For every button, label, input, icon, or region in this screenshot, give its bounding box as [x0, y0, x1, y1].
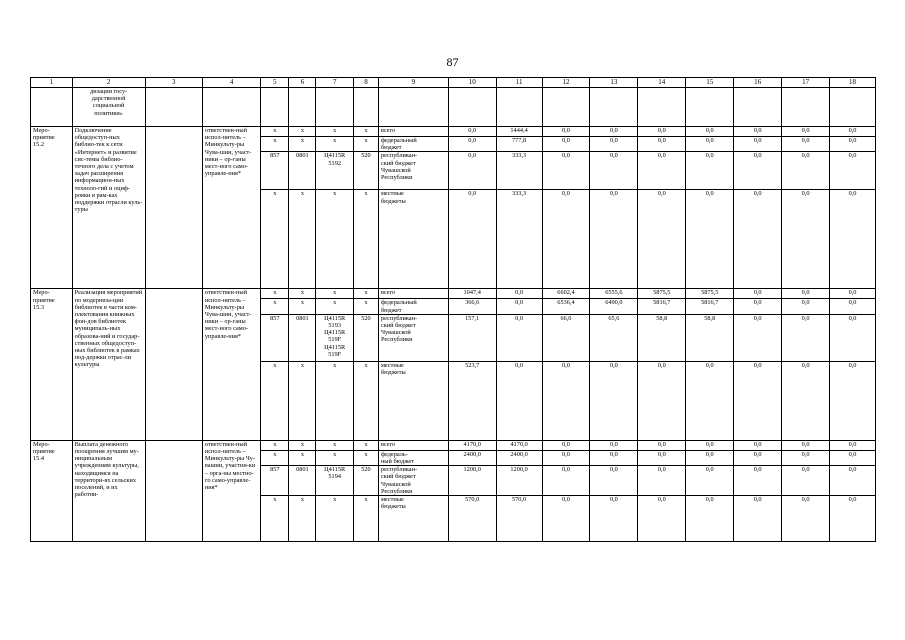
column-header: 17 [782, 78, 830, 88]
gov-code: x [261, 361, 289, 440]
amount-value: 0,0 [686, 440, 734, 450]
expense-type-code: x [353, 127, 378, 137]
section-code: 0801 [289, 314, 316, 361]
amount-value: 0,0 [782, 361, 830, 440]
responsible-party: ответствен-ный испол-нитель – Минкульту-ры Чува-шии, участ-ники – ор-ганы мест-ного само-управле-ния* [202, 127, 260, 289]
gov-code: 857 [261, 314, 289, 361]
gov-code: 857 [261, 466, 289, 496]
amount-value: 0,0 [830, 190, 876, 289]
amount-value: 333,3 [496, 152, 542, 190]
funding-source: федеральный бюджет [378, 137, 448, 152]
gov-code: x [261, 440, 289, 450]
amount-value: 0,0 [686, 466, 734, 496]
column-header: 13 [590, 78, 638, 88]
amount-value: 0,0 [542, 127, 590, 137]
gov-code: x [261, 496, 289, 542]
amount-value: 5816,7 [638, 299, 686, 314]
funding-source: федеральный бюджет [378, 299, 448, 314]
table-row [31, 440, 876, 450]
column-header: 3 [145, 78, 202, 88]
column-header: 1 [31, 78, 73, 88]
column-header: 2 [72, 78, 145, 88]
target-article-code: x [316, 289, 354, 299]
amount-value: 157,1 [448, 314, 496, 361]
empty-cell [145, 127, 202, 289]
amount-value: 0,0 [782, 314, 830, 361]
amount-value: 1200,0 [448, 466, 496, 496]
target-article-code: x [316, 440, 354, 450]
amount-value: 777,8 [496, 137, 542, 152]
amount-value: 0,0 [542, 361, 590, 440]
amount-value: 0,0 [496, 314, 542, 361]
amount-value: 0,0 [686, 496, 734, 542]
section-code: 0801 [289, 466, 316, 496]
amount-value: 0,0 [782, 152, 830, 190]
amount-value: 0,0 [686, 450, 734, 465]
amount-value: 0,0 [638, 450, 686, 465]
target-article-code: Ц4115R 5193 Ц4115R 519F Ц4115R 519F [316, 314, 354, 361]
amount-value: 0,0 [638, 152, 686, 190]
gov-code: x [261, 137, 289, 152]
amount-value: 0,0 [734, 190, 782, 289]
amount-value: 6555,6 [590, 289, 638, 299]
amount-value: 0,0 [638, 190, 686, 289]
amount-value: 0,0 [782, 450, 830, 465]
amount-value: 0,0 [590, 137, 638, 152]
expense-type-code: x [353, 361, 378, 440]
column-header: 12 [542, 78, 590, 88]
amount-value: 0,0 [734, 289, 782, 299]
amount-value: 5875,5 [638, 289, 686, 299]
amount-value: 0,0 [542, 466, 590, 496]
expense-type-code: 520 [353, 314, 378, 361]
amount-value: 1200,0 [496, 466, 542, 496]
amount-value: 58,8 [686, 314, 734, 361]
amount-value: 0,0 [830, 496, 876, 542]
amount-value: 0,0 [734, 299, 782, 314]
amount-value: 0,0 [734, 466, 782, 496]
responsible-party: ответствен-ный испол-нитель – Минкульту-ры Чу-вашии, участни-ки – орга-ны местно-го само-управле-ния* [202, 440, 260, 541]
expense-type-code: x [353, 440, 378, 450]
amount-value: 6536,4 [542, 299, 590, 314]
amount-value: 0,0 [638, 440, 686, 450]
column-header: 4 [202, 78, 260, 88]
target-article-code: x [316, 361, 354, 440]
amount-value: 0,0 [638, 466, 686, 496]
amount-value: 0,0 [448, 127, 496, 137]
amount-value: 0,0 [830, 440, 876, 450]
amount-value: 4170,0 [496, 440, 542, 450]
continuation-row [31, 88, 876, 127]
amount-value: 5875,5 [686, 289, 734, 299]
amount-value: 4170,0 [448, 440, 496, 450]
expense-type-code: x [353, 137, 378, 152]
continuation-text: дизации госу- дарственной социальной политики» [72, 88, 145, 127]
amount-value: 6490,0 [590, 299, 638, 314]
empty-cell [145, 289, 202, 440]
amount-value: 0,0 [782, 299, 830, 314]
amount-value: 0,0 [590, 466, 638, 496]
amount-value: 0,0 [782, 137, 830, 152]
amount-value: 570,0 [496, 496, 542, 542]
table-row [31, 127, 876, 137]
section-code: x [289, 440, 316, 450]
expense-type-code: x [353, 190, 378, 289]
amount-value: 0,0 [830, 299, 876, 314]
target-article-code: Ц4115R 5192 [316, 152, 354, 190]
page-number: 87 [446, 55, 459, 69]
amount-value: 0,0 [542, 152, 590, 190]
amount-value: 65,6 [590, 314, 638, 361]
amount-value: 0,0 [590, 127, 638, 137]
gov-code: x [261, 127, 289, 137]
section-code: x [289, 289, 316, 299]
measure-title: Выплата денежного поощрения лучшим му-ниципальным учреждениям культуры, находящимся на территори-ях сельских поселений, и их работни- [72, 440, 145, 541]
measure-title: Реализация мероприятий по модерниза-ции библиотек в части ком-плектования книжных фон-дов библиотек муниципаль-ных образова-ний и государ-ственных общедоступ-ных библиотек в рамках под-держки отрас-ли культуры [72, 289, 145, 440]
gov-code: x [261, 450, 289, 465]
expense-type-code: x [353, 299, 378, 314]
column-header: 10 [448, 78, 496, 88]
amount-value: 523,7 [448, 361, 496, 440]
expense-type-code: x [353, 496, 378, 542]
amount-value: 0,0 [830, 450, 876, 465]
funding-source: местные бюджеты [378, 361, 448, 440]
funding-source: местные бюджеты [378, 496, 448, 542]
amount-value: 0,0 [734, 127, 782, 137]
section-code: x [289, 361, 316, 440]
column-number-header [31, 78, 876, 88]
expense-type-code: 520 [353, 152, 378, 190]
amount-value: 66,0 [542, 314, 590, 361]
column-header: 15 [686, 78, 734, 88]
funding-source: всего [378, 289, 448, 299]
amount-value: 0,0 [590, 450, 638, 465]
column-header: 9 [378, 78, 448, 88]
amount-value: 0,0 [734, 440, 782, 450]
amount-value: 1444,4 [496, 127, 542, 137]
amount-value: 570,0 [448, 496, 496, 542]
amount-value: 0,0 [830, 361, 876, 440]
responsible-party: ответствен-ный испол-нитель – Минкульту-ры Чува-шии, участ-ники – ор-ганы мест-ного само-управле-ния* [202, 289, 260, 440]
target-article-code: x [316, 127, 354, 137]
amount-value: 0,0 [686, 127, 734, 137]
section-code: x [289, 299, 316, 314]
section-code: x [289, 496, 316, 542]
amount-value: 0,0 [830, 314, 876, 361]
amount-value: 0,0 [590, 496, 638, 542]
funding-source: местные бюджеты [378, 190, 448, 289]
amount-value: 58,8 [638, 314, 686, 361]
gov-code: 857 [261, 152, 289, 190]
amount-value: 0,0 [590, 190, 638, 289]
column-header: 14 [638, 78, 686, 88]
gov-code: x [261, 190, 289, 289]
measure-id: Меро- приятие 15.4 [31, 440, 73, 541]
column-header: 8 [353, 78, 378, 88]
amount-value: 6602,4 [542, 289, 590, 299]
amount-value: 2400,0 [496, 450, 542, 465]
measure-title: Подключение общедоступ-ных библио-тек к сети «Интернет» и развитие сис-темы библио-течного дела с учетом задач расширения информацион-ных техноло-гий и оциф-ровки в рам-ках поддержки отрасли куль-туры [72, 127, 145, 289]
amount-value: 0,0 [638, 361, 686, 440]
amount-value: 0,0 [782, 289, 830, 299]
amount-value: 0,0 [734, 450, 782, 465]
funding-source: республикан- ский бюджет Чувашской Республики [378, 314, 448, 361]
target-article-code: x [316, 137, 354, 152]
section-code: 0801 [289, 152, 316, 190]
amount-value: 0,0 [590, 440, 638, 450]
section-code: x [289, 137, 316, 152]
amount-value: 1047,4 [448, 289, 496, 299]
funding-source: федераль- ный бюджет [378, 450, 448, 465]
amount-value: 0,0 [448, 152, 496, 190]
amount-value: 0,0 [638, 137, 686, 152]
amount-value: 0,0 [496, 299, 542, 314]
amount-value: 0,0 [734, 361, 782, 440]
funding-source: всего [378, 440, 448, 450]
amount-value: 0,0 [830, 466, 876, 496]
measure-id: Меро- приятие 15.3 [31, 289, 73, 440]
amount-value: 0,0 [782, 496, 830, 542]
amount-value: 333,3 [496, 190, 542, 289]
amount-value: 0,0 [496, 361, 542, 440]
amount-value: 0,0 [734, 152, 782, 190]
section-code: x [289, 190, 316, 289]
amount-value: 0,0 [830, 152, 876, 190]
amount-value: 0,0 [686, 137, 734, 152]
expense-type-code: x [353, 289, 378, 299]
column-header: 16 [734, 78, 782, 88]
amount-value: 0,0 [590, 361, 638, 440]
expense-type-code: 520 [353, 466, 378, 496]
amount-value: 0,0 [686, 361, 734, 440]
target-article-code: x [316, 299, 354, 314]
amount-value: 366,6 [448, 299, 496, 314]
amount-value: 0,0 [638, 496, 686, 542]
amount-value: 0,0 [830, 127, 876, 137]
section-code: x [289, 450, 316, 465]
funding-source: всего [378, 127, 448, 137]
gov-code: x [261, 299, 289, 314]
table-row [31, 289, 876, 299]
amount-value: 0,0 [782, 440, 830, 450]
amount-value: 2400,0 [448, 450, 496, 465]
amount-value: 0,0 [542, 190, 590, 289]
gov-code: x [261, 289, 289, 299]
column-header: 5 [261, 78, 289, 88]
section-code: x [289, 127, 316, 137]
amount-value: 0,0 [542, 450, 590, 465]
column-header: 6 [289, 78, 316, 88]
amount-value: 0,0 [686, 190, 734, 289]
column-header: 18 [830, 78, 876, 88]
amount-value: 0,0 [542, 137, 590, 152]
expense-type-code: x [353, 450, 378, 465]
amount-value: 0,0 [686, 152, 734, 190]
target-article-code: Ц4115R 5194 [316, 466, 354, 496]
amount-value: 0,0 [542, 496, 590, 542]
amount-value: 0,0 [448, 137, 496, 152]
target-article-code: x [316, 190, 354, 289]
amount-value: 0,0 [830, 289, 876, 299]
column-header: 7 [316, 78, 354, 88]
amount-value: 0,0 [782, 466, 830, 496]
target-article-code: x [316, 496, 354, 542]
amount-value: 0,0 [782, 190, 830, 289]
amount-value: 0,0 [542, 440, 590, 450]
budget-table [30, 77, 876, 542]
amount-value: 0,0 [734, 314, 782, 361]
amount-value: 0,0 [638, 127, 686, 137]
funding-source: республикан- ский бюджет Чувашской Республики [378, 152, 448, 190]
amount-value: 0,0 [830, 137, 876, 152]
amount-value: 0,0 [496, 289, 542, 299]
measure-id: Меро- приятие 15.2 [31, 127, 73, 289]
amount-value: 0,0 [782, 127, 830, 137]
amount-value: 0,0 [734, 137, 782, 152]
funding-source: республикан- ский бюджет Чувашской Республики [378, 466, 448, 496]
amount-value: 5816,7 [686, 299, 734, 314]
amount-value: 0,0 [590, 152, 638, 190]
column-header: 11 [496, 78, 542, 88]
empty-cell [145, 440, 202, 541]
amount-value: 0,0 [448, 190, 496, 289]
target-article-code: x [316, 450, 354, 465]
amount-value: 0,0 [734, 496, 782, 542]
